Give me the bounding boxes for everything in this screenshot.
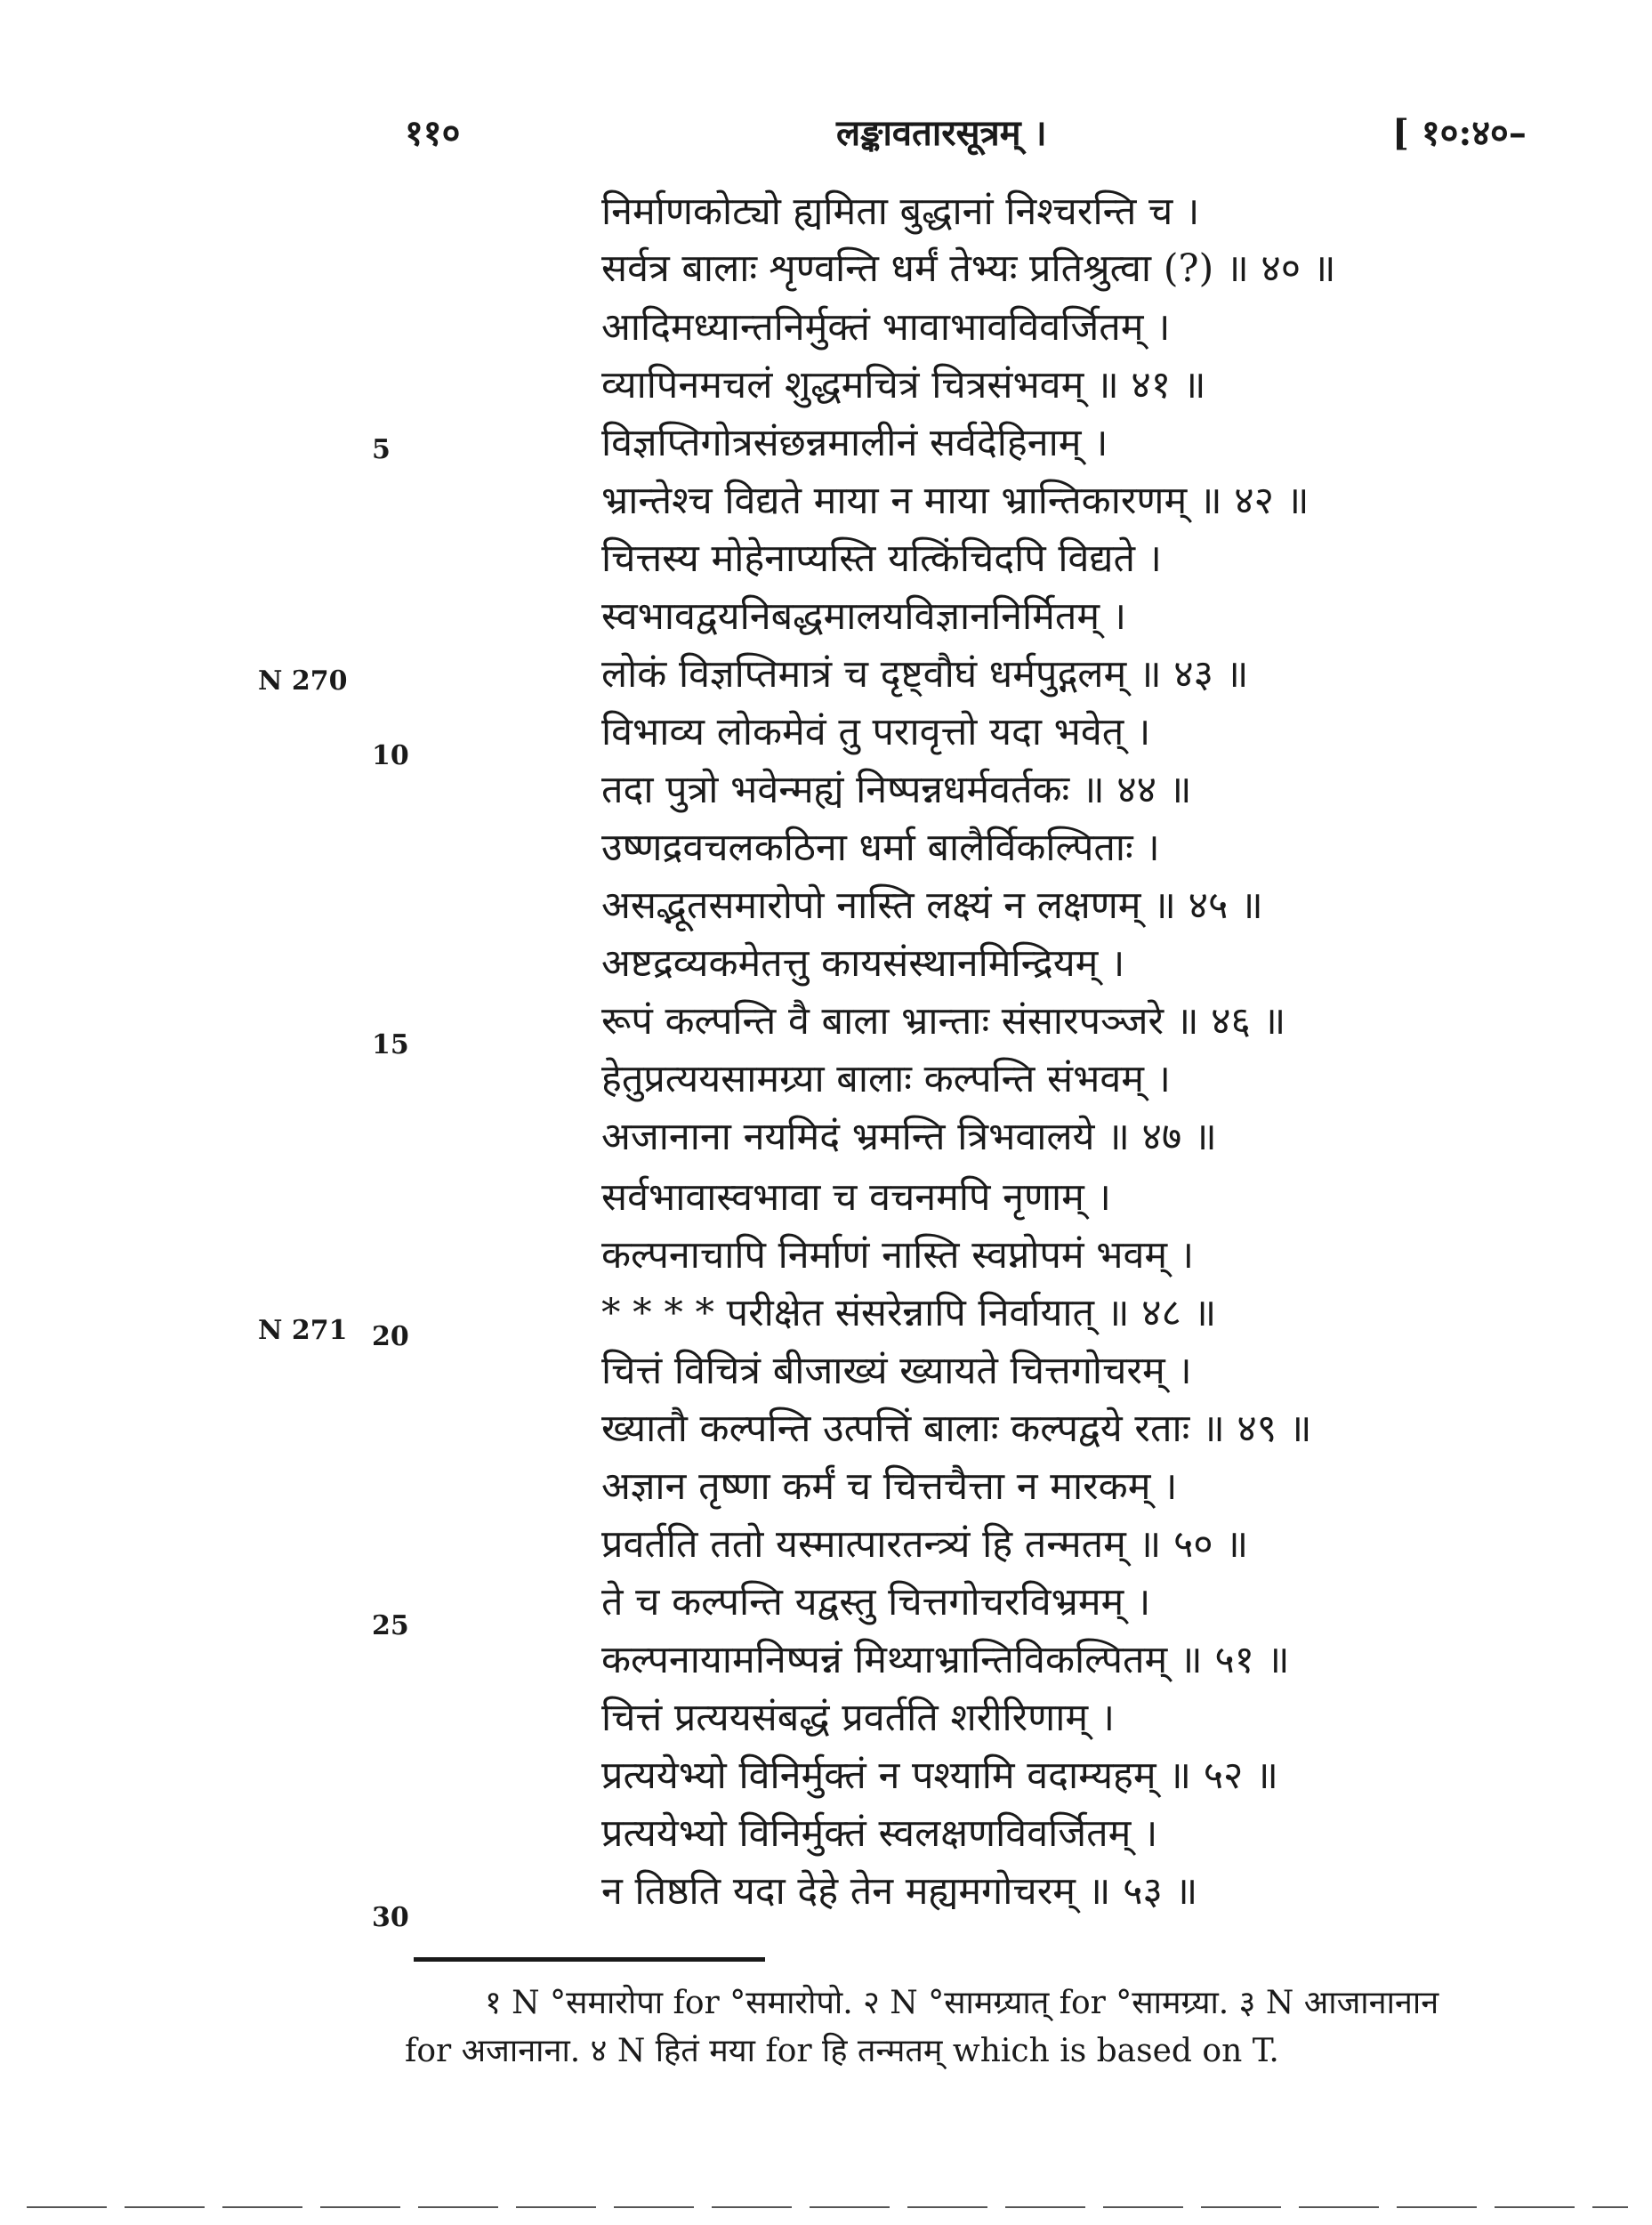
verse-line: न तिष्ठति यदा देहे तेन मह्यमगोचरम् ॥ ५३ ॥: [601, 1869, 1198, 1914]
section-reference: [ १०:४०–: [1392, 112, 1527, 154]
footnote-line: for अजानाना. ४ N हितं मया for हि तन्मतम् which is based on T.: [405, 2033, 1279, 2069]
verse-line: प्रत्ययेभ्यो विनिर्मुक्तं स्वलक्षणविवर्जितम् ।: [601, 1811, 1158, 1856]
verse-line: व्यापिनमचलं शुद्धमचित्रं चित्रसंभवम् ॥ ४१ ॥: [601, 363, 1206, 407]
verse-line: असद्भूतसमारोपो नास्ति लक्ष्यं न लक्षणम् ॥ ४५ ॥: [601, 883, 1263, 928]
verse-line: प्रत्ययेभ्यो विनिर्मुक्तं न पश्यामि वदाम्यहम् ॥ ५२ ॥: [601, 1753, 1278, 1798]
footnote-divider: [414, 1957, 765, 1962]
verse-line: अज्ञान तृष्णा कर्मं च चित्तचैत्ता न मारकम् ।: [601, 1464, 1178, 1509]
verse-line: कल्पनाचापि निर्माणं नास्ति स्वप्नोपमं भवम् ।: [601, 1233, 1195, 1278]
verse-line: सर्वभावास्वभावा च वचनमपि नृणाम् ।: [601, 1175, 1111, 1220]
verse-line: * * * * परीक्षेत संसरेन्नापि निर्वायात् ॥ ४८ ॥: [601, 1291, 1217, 1335]
verse-line: चित्तस्य मोहेनाप्यस्ति यत्किंचिदपि विद्यते ।: [601, 536, 1162, 581]
verse-line: तदा पुत्रो भवेन्मह्यं निष्पन्नधर्मवर्तकः ॥ ४४ ॥: [601, 768, 1192, 812]
line-number: 25: [372, 1610, 409, 1641]
margin-reference: N 271: [258, 1315, 348, 1346]
verse-line: अजानाना नयमिदं भ्रमन्ति त्रिभवालये ॥ ४७ ॥: [601, 1115, 1217, 1159]
verse-line: लोकं विज्ञप्तिमात्रं च दृष्ट्वौघं धर्मपुद्गलम् ॥ ४३ ॥: [601, 652, 1249, 697]
verse-line: भ्रान्तेश्च विद्यते माया न माया भ्रान्तिकारणम् ॥ ४२ ॥: [601, 479, 1310, 523]
verse-line: निर्माणकोट्यो ह्यमिता बुद्धानां निश्चरन्ति च ।: [601, 189, 1200, 234]
footnote-line: १ N °समारोपा for °समारोपो. २ N °सामग्र्यात् for °सामग्र्या. ३ N आजानानान: [485, 1985, 1439, 2021]
verse-line: चित्तं प्रत्ययसंबद्धं प्रवर्तति शरीरिणाम् ।: [601, 1696, 1116, 1740]
verse-line: आदिमध्यान्तनिर्मुक्तं भावाभावविवर्जितम् ।: [601, 305, 1171, 350]
verse-line: स्वभावद्वयनिबद्धमालयविज्ञाननिर्मितम् ।: [601, 594, 1127, 639]
page-number: ११०: [405, 112, 461, 154]
line-number: 5: [372, 434, 391, 465]
line-number: 20: [372, 1321, 409, 1352]
verse-line: अष्टद्रव्यकमेतत्तु कायसंस्थानमिन्द्रियम् ।: [601, 941, 1125, 986]
verse-line: चित्तं विचित्रं बीजाख्यं ख्यायते चित्तगोचरम् ।: [601, 1349, 1192, 1393]
verse-line: सर्वत्र बालाः शृण्वन्ति धर्मं तेभ्यः प्रतिश्रुत्वा (?) ॥ ४० ॥: [601, 246, 1336, 291]
margin-reference: N 270: [258, 665, 348, 697]
verse-line: कल्पनायामनिष्पन्नं मिथ्याभ्रान्तिविकल्पितम् ॥ ५१ ॥: [601, 1638, 1290, 1682]
line-number: 30: [372, 1902, 409, 1933]
page-edge-line: [27, 2206, 1628, 2208]
running-title: लङ्कावतारसूत्रम् ।: [836, 112, 1047, 154]
verse-line: रूपं कल्पन्ति वै बाला भ्रान्ताः संसारपञ्जरे ॥ ४६ ॥: [601, 999, 1286, 1044]
verse-line: विज्ञप्तिगोत्रसंछन्नमालीनं सर्वदेहिनाम् ।: [601, 421, 1108, 465]
verse-line: ते च कल्पन्ति यद्वस्तु चित्तगोचरविभ्रमम् ।: [601, 1580, 1151, 1624]
verse-line: ख्यातौ कल्पन्ति उत्पत्तिं बालाः कल्पद्वये रताः ॥ ४९ ॥: [601, 1407, 1312, 1451]
line-number: 15: [372, 1029, 409, 1060]
verse-line: उष्णद्रवचलकठिना धर्मा बालैर्विकल्पिताः ।: [601, 826, 1160, 870]
verse-line: विभाव्य लोकमेवं तु परावृत्तो यदा भवेत् ।: [601, 710, 1151, 754]
verse-line: प्रवर्तति ततो यस्मात्पारतन्त्र्यं हि तन्मतम् ॥ ५० ॥: [601, 1522, 1249, 1567]
line-number: 10: [372, 740, 409, 771]
verse-line: हेतुप्रत्ययसामग्र्या बालाः कल्पन्ति संभवम् ।: [601, 1057, 1171, 1101]
